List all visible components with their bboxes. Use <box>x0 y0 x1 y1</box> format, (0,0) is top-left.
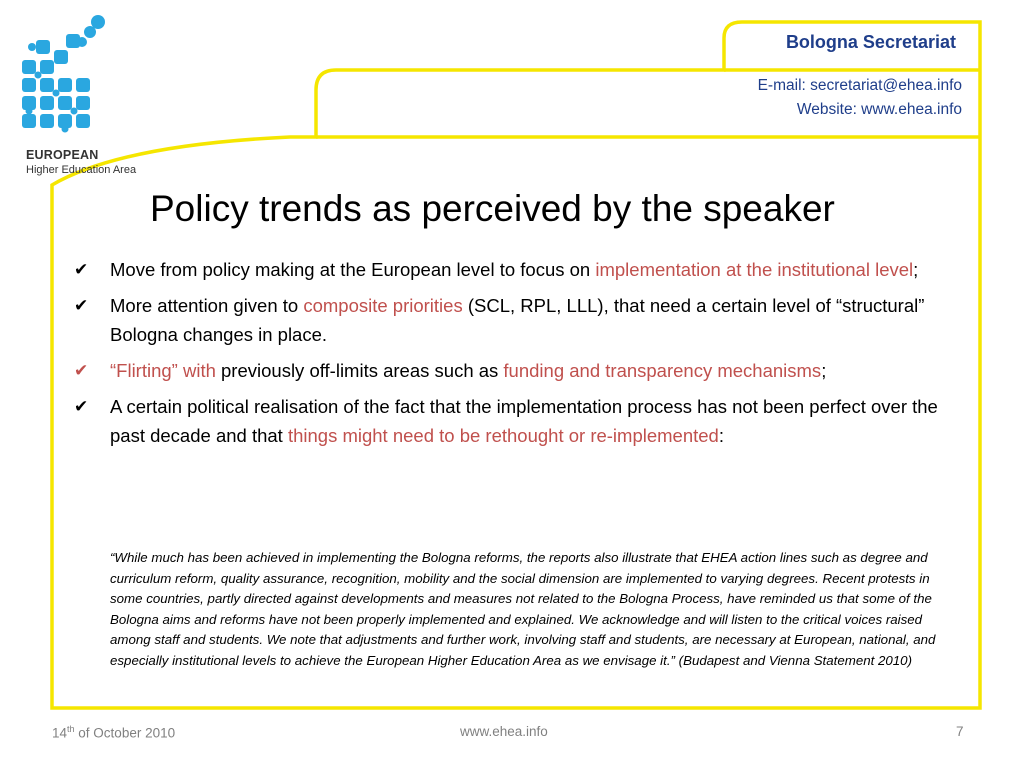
contact-email[interactable]: E-mail: secretariat@ehea.info <box>757 77 962 94</box>
bullet-item <box>70 356 970 385</box>
check-icon: ✔ <box>74 361 89 380</box>
highlighted-text: things might need to be rethought or re-implemented <box>287 425 719 446</box>
puzzle-logo-icon <box>14 12 134 152</box>
bullet-text: A certain political realisation of the fact that the implementation process has not been perfect over the past decade and that <box>110 396 938 446</box>
bullet-text: More attention given to <box>110 295 304 316</box>
check-icon: ✔ <box>74 397 89 416</box>
footer-date-rest: of October 2010 <box>74 725 176 741</box>
footer-date <box>52 724 175 741</box>
highlighted-text: implementation at the institutional level <box>595 259 914 280</box>
highlighted-text: composite priorities <box>303 295 463 316</box>
bullet-text: Move from policy making at the European level to focus on <box>110 259 596 280</box>
budapest-vienna-quote: “While much has been achieved in implementing the Bologna reforms, the reports also illustrate that EHEA action lines such as degree and curriculum reform, quality assurance, recognition, mobility and the social dimension are implemented to varying degrees. Recent protests in some countries, partly directed against developments and measures not related to the Bologna Process, have reminded us that some of the Bologna aims and reforms have not been properly implemented and explained. We acknowledge and will listen to the critical voices raised among staff and students. We note that adjustments and further work, involving staff and students, are necessary at European, national, and especially institutional levels to achieve the European Higher Education Area as we envisage it.” (Budapest and Vienna Statement 2010) <box>110 550 936 668</box>
check-icon: ✔ <box>74 260 89 279</box>
bullet-text: ; <box>821 360 827 381</box>
footer-date-suffix: th <box>67 724 75 734</box>
contact-info <box>758 74 962 122</box>
highlighted-text: “Flirting” with <box>110 360 216 381</box>
bullet-item <box>70 392 970 450</box>
bullet-text: (SCL, RPL, LLL), that need a certain level of “structural” Bologna changes in place. <box>110 295 925 345</box>
highlighted-text: funding and transparency mechanisms <box>503 360 822 381</box>
slide-title: Policy trends as perceived by the speaker <box>150 188 835 229</box>
logo-wordmark <box>26 148 136 176</box>
footer-page-number: 7 <box>956 724 964 739</box>
footer-website[interactable]: www.ehea.info <box>460 724 548 739</box>
footer-date-day: 14 <box>52 725 68 741</box>
bullet-text: previously off-limits areas such as <box>215 360 504 381</box>
secretariat-title: Bologna Secretariat <box>785 32 956 52</box>
bullet-item <box>70 291 970 349</box>
check-icon: ✔ <box>74 296 89 315</box>
logo-line-2: Higher Education Area <box>26 164 137 176</box>
bullet-text: ; <box>913 259 919 280</box>
bullet-item <box>70 255 970 284</box>
contact-website[interactable]: Website: www.ehea.info <box>796 101 962 118</box>
logo-line-1: EUROPEAN <box>26 148 99 162</box>
bullet-list <box>70 255 970 457</box>
bullet-text: : <box>718 425 724 446</box>
